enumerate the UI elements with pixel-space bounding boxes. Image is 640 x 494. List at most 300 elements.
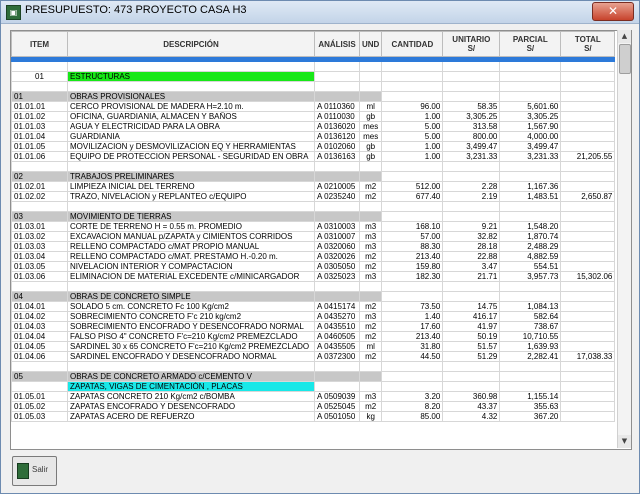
blank-cell	[443, 282, 500, 292]
col-header-item[interactable]: ITEM	[12, 32, 68, 57]
row-desc-cell: SOBRECIMIENTO ENCOFRADO Y DESENCOFRADO NORMAL	[68, 322, 315, 332]
table-row[interactable]	[12, 102, 615, 112]
blank-cell	[68, 82, 315, 92]
row-desc-cell: SARDINEL ENCOFRADO Y DESENCOFRADO NORMAL	[68, 352, 315, 362]
row-item-cell: 01.01.02	[12, 112, 68, 122]
title-bar	[1, 1, 639, 24]
row-partial-cell: 3,499.47	[500, 142, 561, 152]
budget-grid[interactable]	[10, 30, 632, 450]
row-unit-price-cell: 41.97	[443, 322, 500, 332]
row-unit-cell: m2	[360, 302, 382, 312]
table-row[interactable]	[12, 412, 615, 422]
row-desc-cell: AGUA Y ELECTRICIDAD PARA LA OBRA	[68, 122, 315, 132]
row-item-cell: 01.01.01	[12, 102, 68, 112]
empty-cell	[561, 92, 615, 102]
blank-cell	[12, 282, 68, 292]
section-row[interactable]	[12, 372, 615, 382]
row-total-cell	[561, 262, 615, 272]
blank-cell	[360, 362, 382, 372]
row-unit-cell: m3	[360, 242, 382, 252]
row-unit-cell: m2	[360, 252, 382, 262]
empty-cell	[382, 372, 443, 382]
scroll-thumb[interactable]	[619, 44, 631, 74]
row-partial-cell: 1,155.14	[500, 392, 561, 402]
row-partial-cell: 4,000.00	[500, 132, 561, 142]
row-item-cell: 01.03.04	[12, 252, 68, 262]
row-total-cell	[561, 122, 615, 132]
empty-cell	[500, 292, 561, 302]
blank-cell	[68, 202, 315, 212]
empty-cell	[360, 292, 382, 302]
row-total-cell	[561, 252, 615, 262]
row-analysis-cell: A 0415174	[315, 302, 360, 312]
empty-cell	[500, 212, 561, 222]
row-unit-price-cell: 3,499.47	[443, 142, 500, 152]
row-unit-price-cell: 2.19	[443, 192, 500, 202]
row-item-cell: 01	[12, 72, 68, 82]
row-total-cell: 2,650.87	[561, 192, 615, 202]
row-desc-cell: SARDINEL 30 x 65 CONCRETO F'c=210 Kg/cm2 PREMEZCLADO	[68, 342, 315, 352]
col-header-unitario[interactable]: UNITARIO S/	[443, 32, 500, 57]
row-item-cell: 01.01.03	[12, 122, 68, 132]
row-item-cell: 01.05.02	[12, 402, 68, 412]
row-desc-cell: OFICINA, GUARDIANIA, ALMACEN Y BAÑOS	[68, 112, 315, 122]
row-desc-cell: FALSO PISO 4" CONCRETO F'c=210 Kg/cm2 PREMEZCLADO	[68, 332, 315, 342]
blank-cell	[315, 282, 360, 292]
blank-cell	[561, 62, 615, 72]
col-header-total[interactable]: TOTAL S/	[561, 32, 615, 57]
row-item-cell: 01.05.01	[12, 392, 68, 402]
row-desc-cell: MOVILIZACION y DESMOVILIZACION EQ Y HERRAMIENTAS	[68, 142, 315, 152]
blank-cell	[360, 282, 382, 292]
row-partial-cell: 4,882.59	[500, 252, 561, 262]
row-unit-cell: m3	[360, 222, 382, 232]
section-row[interactable]	[12, 92, 615, 102]
blank-cell	[315, 62, 360, 72]
empty-cell	[500, 72, 561, 82]
row-desc-cell: OBRAS PROVISIONALES	[68, 92, 315, 102]
blank-cell	[500, 82, 561, 92]
empty-cell	[443, 72, 500, 82]
table-row[interactable]	[12, 242, 615, 252]
row-item-cell: 01.01.05	[12, 142, 68, 152]
empty-cell	[500, 92, 561, 102]
row-item-cell: 01.04.04	[12, 332, 68, 342]
row-quantity-cell: 3.20	[382, 392, 443, 402]
empty-cell	[443, 382, 500, 392]
section-row[interactable]	[12, 292, 615, 302]
col-header-cantidad[interactable]: CANTIDAD	[382, 32, 443, 57]
vertical-scrollbar[interactable]	[617, 30, 631, 448]
row-quantity-cell: 1.00	[382, 152, 443, 162]
row-desc-cell: ZAPATAS CONCRETO 210 Kg/cm2 c/BOMBA	[68, 392, 315, 402]
row-analysis-cell: A 0310003	[315, 222, 360, 232]
row-desc-cell: OBRAS DE CONCRETO ARMADO c/CEMENTO V	[68, 372, 315, 382]
row-desc-cell: GUARDIANIA	[68, 132, 315, 142]
row-quantity-cell: 677.40	[382, 192, 443, 202]
blank-cell	[12, 202, 68, 212]
blank-cell	[68, 162, 315, 172]
row-unit-price-cell: 3.47	[443, 262, 500, 272]
blank-cell	[561, 282, 615, 292]
row-quantity-cell: 44.50	[382, 352, 443, 362]
row-unit-cell: gb	[360, 142, 382, 152]
row-analysis-cell: A 0320060	[315, 242, 360, 252]
row-unit-cell: m2	[360, 182, 382, 192]
row-partial-cell: 367.20	[500, 412, 561, 422]
row-analysis-cell: A 0320026	[315, 252, 360, 262]
row-analysis-cell: A 0525045	[315, 402, 360, 412]
row-unit-cell: gb	[360, 112, 382, 122]
empty-cell	[561, 172, 615, 182]
row-partial-cell: 738.67	[500, 322, 561, 332]
empty-cell	[315, 72, 360, 82]
blank-cell	[360, 62, 382, 72]
empty-cell	[315, 92, 360, 102]
group-row[interactable]	[12, 382, 615, 392]
row-desc-cell: ZAPATAS ACERO DE REFUERZO	[68, 412, 315, 422]
table-row[interactable]	[12, 222, 615, 232]
table-row[interactable]	[12, 322, 615, 332]
blank-cell	[561, 82, 615, 92]
row-analysis-cell: A 0435270	[315, 312, 360, 322]
row-desc-cell: SOBRECIMIENTO CONCRETO F'c 210 kg/cm2	[68, 312, 315, 322]
scroll-up-icon[interactable]: ▲	[618, 30, 631, 43]
blank-cell	[68, 282, 315, 292]
row-analysis-cell: A 0102060	[315, 142, 360, 152]
row-quantity-cell: 182.30	[382, 272, 443, 282]
blank-cell	[68, 362, 315, 372]
empty-cell	[561, 372, 615, 382]
blank-cell	[12, 62, 68, 72]
blank-cell	[382, 362, 443, 372]
blank-row[interactable]	[12, 202, 615, 212]
row-item-cell: 01.04.06	[12, 352, 68, 362]
row-total-cell	[561, 392, 615, 402]
row-unit-cell: gb	[360, 152, 382, 162]
col-header-und[interactable]: UND	[360, 32, 382, 57]
table-row[interactable]	[12, 352, 615, 362]
row-analysis-cell: A 0501050	[315, 412, 360, 422]
row-total-cell	[561, 322, 615, 332]
row-partial-cell: 3,231.33	[500, 152, 561, 162]
empty-cell	[443, 212, 500, 222]
empty-cell	[315, 172, 360, 182]
row-item-cell: 01.04.01	[12, 302, 68, 312]
blank-cell	[561, 202, 615, 212]
row-total-cell	[561, 402, 615, 412]
empty-cell	[360, 92, 382, 102]
row-desc-cell: NIVELACION INTERIOR Y COMPACTACION	[68, 262, 315, 272]
row-desc-cell: CERCO PROVISIONAL DE MADERA H=2.10 m.	[68, 102, 315, 112]
row-unit-price-cell: 50.19	[443, 332, 500, 342]
row-unit-cell: m3	[360, 232, 382, 242]
row-item-cell: 01.02.01	[12, 182, 68, 192]
row-analysis-cell: A 0110030	[315, 112, 360, 122]
empty-cell	[382, 382, 443, 392]
table-row[interactable]	[12, 232, 615, 242]
blank-cell	[443, 82, 500, 92]
row-unit-price-cell: 2.28	[443, 182, 500, 192]
row-unit-cell: m2	[360, 332, 382, 342]
blank-row[interactable]	[12, 362, 615, 372]
window-title: PRESUPUESTO: 473 PROYECTO CASA H3	[25, 4, 247, 16]
row-quantity-cell: 85.00	[382, 412, 443, 422]
row-item-cell	[12, 382, 68, 392]
empty-cell	[443, 92, 500, 102]
row-item-cell: 01.01.06	[12, 152, 68, 162]
row-item-cell: 01.03.03	[12, 242, 68, 252]
blank-cell	[360, 82, 382, 92]
row-partial-cell: 1,548.20	[500, 222, 561, 232]
empty-cell	[382, 292, 443, 302]
row-total-cell	[561, 242, 615, 252]
row-quantity-cell: 213.40	[382, 332, 443, 342]
empty-cell	[443, 372, 500, 382]
table-row[interactable]	[12, 142, 615, 152]
col-header-analisis[interactable]: ANÁLISIS	[315, 32, 360, 57]
row-partial-cell: 3,305.25	[500, 112, 561, 122]
row-item-cell: 01.04.05	[12, 342, 68, 352]
row-item-cell: 03	[12, 212, 68, 222]
row-partial-cell: 2,282.41	[500, 352, 561, 362]
table-row[interactable]	[12, 122, 615, 132]
blank-cell	[561, 162, 615, 172]
row-unit-cell: ml	[360, 102, 382, 112]
row-unit-price-cell: 416.17	[443, 312, 500, 322]
blank-cell	[443, 202, 500, 212]
empty-cell	[360, 372, 382, 382]
empty-cell	[561, 72, 615, 82]
budget-table	[11, 31, 615, 422]
blank-row[interactable]	[12, 62, 615, 72]
row-unit-price-cell: 58.35	[443, 102, 500, 112]
section-row[interactable]	[12, 172, 615, 182]
row-item-cell: 01.04.02	[12, 312, 68, 322]
exit-door-icon	[17, 463, 29, 479]
blank-cell	[561, 362, 615, 372]
row-unit-price-cell: 51.57	[443, 342, 500, 352]
row-quantity-cell: 57.00	[382, 232, 443, 242]
table-row[interactable]	[12, 252, 615, 262]
row-unit-cell: m2	[360, 352, 382, 362]
row-quantity-cell: 5.00	[382, 122, 443, 132]
table-row[interactable]	[12, 182, 615, 192]
table-row[interactable]	[12, 332, 615, 342]
table-row[interactable]	[12, 192, 615, 202]
row-analysis-cell: A 0136163	[315, 152, 360, 162]
row-unit-cell: m2	[360, 322, 382, 332]
exit-label: Salir	[32, 465, 49, 474]
row-item-cell: 01.04.03	[12, 322, 68, 332]
row-unit-price-cell: 28.18	[443, 242, 500, 252]
row-unit-price-cell: 43.37	[443, 402, 500, 412]
row-desc-cell: EXCAVACION MANUAL p/ZAPATA y CIMIENTOS CORRIDOS	[68, 232, 315, 242]
blank-cell	[360, 162, 382, 172]
close-icon: ✕	[607, 4, 619, 18]
empty-cell	[382, 72, 443, 82]
row-total-cell	[561, 182, 615, 192]
empty-cell	[500, 372, 561, 382]
row-quantity-cell: 213.40	[382, 252, 443, 262]
row-analysis-cell: A 0325023	[315, 272, 360, 282]
row-analysis-cell: A 0110360	[315, 102, 360, 112]
row-total-cell	[561, 412, 615, 422]
table-row[interactable]	[12, 152, 615, 162]
row-partial-cell: 355.63	[500, 402, 561, 412]
blank-cell	[12, 162, 68, 172]
blank-row[interactable]	[12, 282, 615, 292]
row-desc-cell: TRABAJOS PRELIMINARES	[68, 172, 315, 182]
row-item-cell: 01	[12, 92, 68, 102]
row-unit-cell: m3	[360, 272, 382, 282]
row-total-cell	[561, 342, 615, 352]
table-row[interactable]	[12, 312, 615, 322]
col-header-parcial[interactable]: PARCIAL S/	[500, 32, 561, 57]
row-item-cell: 01.03.01	[12, 222, 68, 232]
empty-cell	[315, 382, 360, 392]
row-analysis-cell: A 0509039	[315, 392, 360, 402]
row-desc-cell: RELLENO COMPACTADO c/MAT. PRESTAMO H.-0.20 m.	[68, 252, 315, 262]
row-unit-cell: ml	[360, 342, 382, 352]
table-row[interactable]	[12, 272, 615, 282]
group-row[interactable]	[12, 72, 615, 82]
blank-cell	[68, 62, 315, 72]
table-row[interactable]	[12, 392, 615, 402]
scroll-down-icon[interactable]: ▼	[618, 435, 631, 448]
row-quantity-cell: 512.00	[382, 182, 443, 192]
row-partial-cell: 1,084.13	[500, 302, 561, 312]
blank-cell	[500, 62, 561, 72]
empty-cell	[315, 292, 360, 302]
row-unit-price-cell: 4.32	[443, 412, 500, 422]
row-unit-cell: m3	[360, 392, 382, 402]
row-unit-cell: m2	[360, 192, 382, 202]
row-analysis-cell: A 0136120	[315, 132, 360, 142]
col-header-descripcion[interactable]: DESCRIPCIÓN	[68, 32, 315, 57]
row-unit-price-cell: 3,305.25	[443, 112, 500, 122]
row-unit-price-cell: 51.29	[443, 352, 500, 362]
row-quantity-cell: 168.10	[382, 222, 443, 232]
blank-cell	[382, 62, 443, 72]
row-desc-cell: ZAPATAS, VIGAS DE CIMENTACIÓN , PLACAS	[68, 382, 315, 392]
row-unit-cell: mes	[360, 132, 382, 142]
row-partial-cell: 1,483.51	[500, 192, 561, 202]
empty-cell	[443, 172, 500, 182]
row-total-cell	[561, 332, 615, 342]
close-button[interactable]	[592, 2, 634, 21]
row-analysis-cell: A 0136020	[315, 122, 360, 132]
table-row[interactable]	[12, 302, 615, 312]
row-quantity-cell: 1.00	[382, 112, 443, 122]
blank-cell	[500, 362, 561, 372]
empty-cell	[500, 172, 561, 182]
blank-cell	[382, 162, 443, 172]
row-partial-cell: 10,710.55	[500, 332, 561, 342]
blank-cell	[360, 202, 382, 212]
empty-cell	[360, 172, 382, 182]
row-item-cell: 04	[12, 292, 68, 302]
row-partial-cell: 582.64	[500, 312, 561, 322]
table-row[interactable]	[12, 342, 615, 352]
row-partial-cell: 1,639.93	[500, 342, 561, 352]
blank-cell	[12, 362, 68, 372]
row-item-cell: 05	[12, 372, 68, 382]
row-unit-price-cell: 9.21	[443, 222, 500, 232]
row-desc-cell: EQUIPO DE PROTECCION PERSONAL - SEGURIDAD EN OBRA	[68, 152, 315, 162]
row-desc-cell: SOLADO 5 cm. CONCRETO Fc 100 Kg/cm2	[68, 302, 315, 312]
row-unit-price-cell: 3,231.33	[443, 152, 500, 162]
row-desc-cell: LIMPIEZA INICIAL DEL TERRENO	[68, 182, 315, 192]
row-desc-cell: OBRAS DE CONCRETO SIMPLE	[68, 292, 315, 302]
row-total-cell: 17,038.33	[561, 352, 615, 362]
table-row[interactable]	[12, 112, 615, 122]
row-item-cell: 01.03.06	[12, 272, 68, 282]
row-analysis-cell: A 0435505	[315, 342, 360, 352]
row-unit-price-cell: 21.71	[443, 272, 500, 282]
row-quantity-cell: 8.20	[382, 402, 443, 412]
row-quantity-cell: 1.40	[382, 312, 443, 322]
blank-cell	[500, 282, 561, 292]
row-total-cell	[561, 232, 615, 242]
blank-cell	[315, 202, 360, 212]
row-desc-cell: RELLENO COMPACTADO c/MAT PROPIO MANUAL	[68, 242, 315, 252]
blank-row[interactable]	[12, 162, 615, 172]
empty-cell	[382, 92, 443, 102]
row-item-cell: 02	[12, 172, 68, 182]
row-item-cell: 01.03.02	[12, 232, 68, 242]
blank-cell	[382, 202, 443, 212]
blank-cell	[315, 162, 360, 172]
row-total-cell	[561, 132, 615, 142]
empty-cell	[360, 212, 382, 222]
row-unit-cell: mes	[360, 122, 382, 132]
empty-cell	[382, 172, 443, 182]
empty-cell	[360, 382, 382, 392]
row-item-cell: 01.03.05	[12, 262, 68, 272]
row-unit-price-cell: 22.88	[443, 252, 500, 262]
row-unit-price-cell: 14.75	[443, 302, 500, 312]
blank-row[interactable]	[12, 82, 615, 92]
row-total-cell	[561, 142, 615, 152]
exit-button[interactable]	[12, 456, 57, 486]
empty-cell	[561, 292, 615, 302]
row-partial-cell: 1,870.74	[500, 232, 561, 242]
row-quantity-cell: 96.00	[382, 102, 443, 112]
row-unit-price-cell: 360.98	[443, 392, 500, 402]
row-partial-cell: 1,567.90	[500, 122, 561, 132]
row-analysis-cell: A 0210005	[315, 182, 360, 192]
table-row[interactable]	[12, 402, 615, 412]
section-row[interactable]	[12, 212, 615, 222]
table-row[interactable]	[12, 132, 615, 142]
row-total-cell	[561, 312, 615, 322]
row-partial-cell: 3,957.73	[500, 272, 561, 282]
row-desc-cell: ESTRUCTURAS	[68, 72, 315, 82]
row-item-cell: 01.02.02	[12, 192, 68, 202]
row-quantity-cell: 159.80	[382, 262, 443, 272]
row-unit-price-cell: 313.58	[443, 122, 500, 132]
row-quantity-cell: 1.00	[382, 142, 443, 152]
row-total-cell	[561, 302, 615, 312]
table-row[interactable]	[12, 262, 615, 272]
blank-cell	[443, 162, 500, 172]
row-unit-price-cell: 800.00	[443, 132, 500, 142]
blank-cell	[500, 202, 561, 212]
row-total-cell: 15,302.06	[561, 272, 615, 282]
empty-cell	[561, 382, 615, 392]
row-analysis-cell: A 0310007	[315, 232, 360, 242]
